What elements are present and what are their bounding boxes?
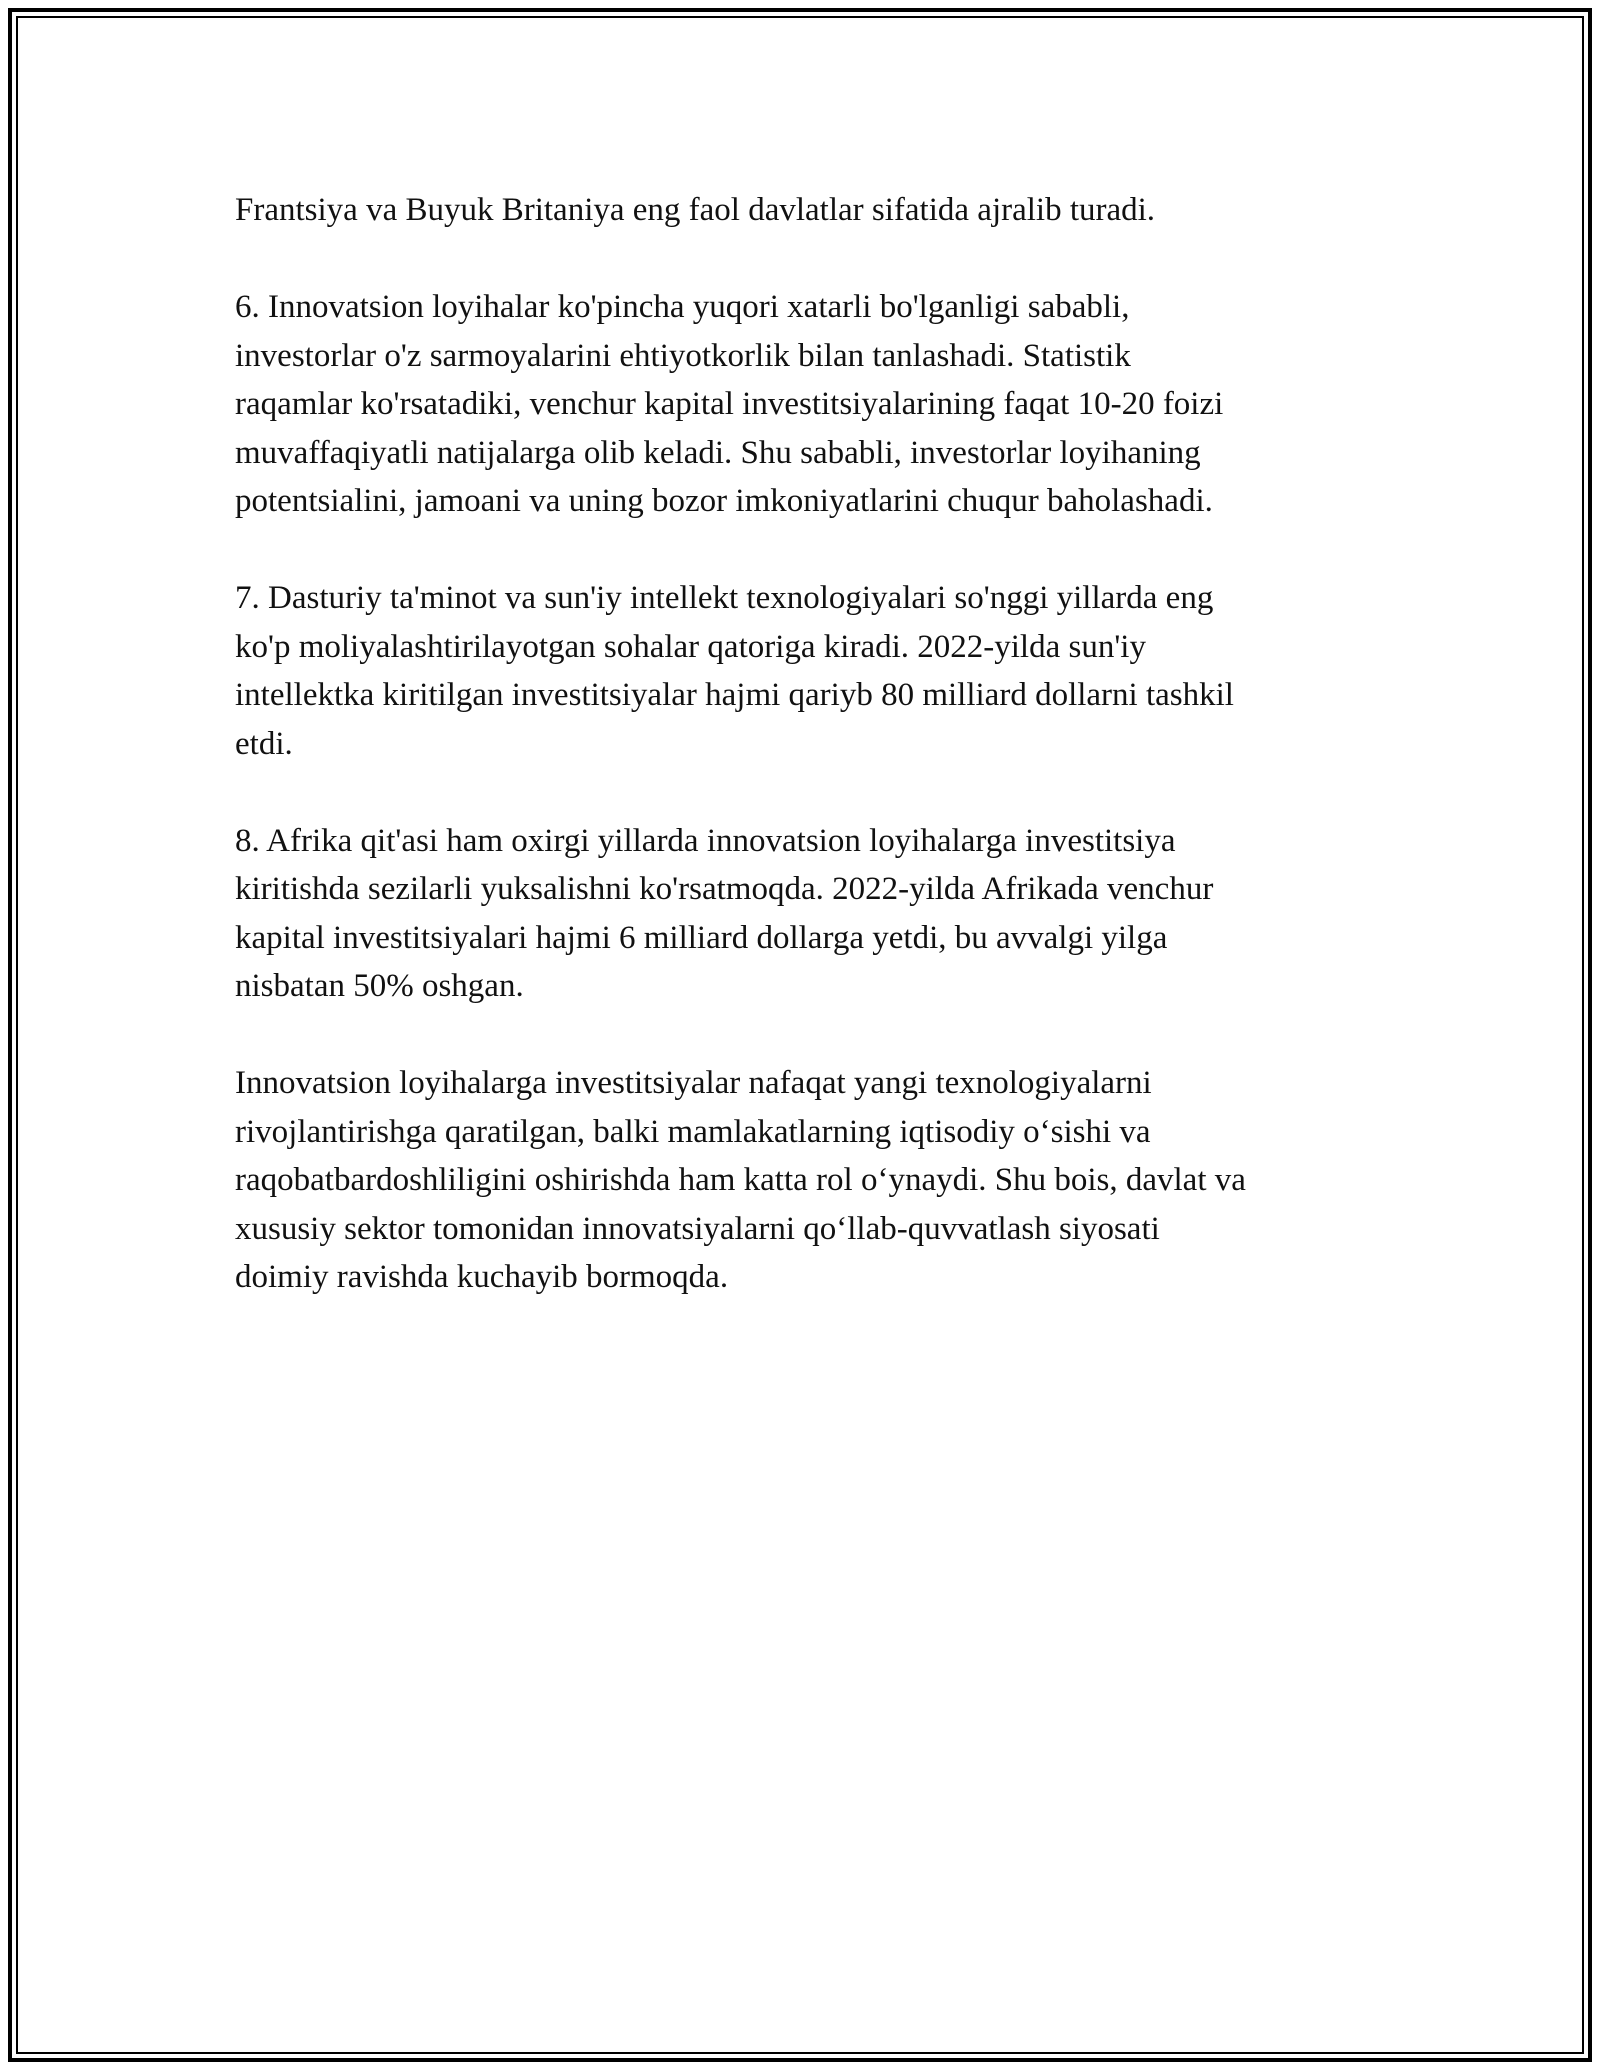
text-line: potentsialini, jamoani va uning bozor imkoniyatlarini chuqur baholashadi. [235, 483, 1213, 519]
text-line: investorlar o'z sarmoyalarini ehtiyotkorlik bilan tanlashadi. Statistik [235, 337, 1131, 374]
paragraph-item-6 [235, 283, 1385, 526]
text-line: xususiy sektor tomonidan innovatsiyalarni qo‘llab-quvvatlash siyosati [235, 1210, 1160, 1247]
text-line: doimiy ravishda kuchayib bormoqda. [235, 1259, 729, 1295]
text-line: 8. Afrika qit'asi ham oxirgi yillarda innovatsion loyihalarga investitsiya [235, 822, 1176, 859]
text-line: Innovatsion loyihalarga investitsiyalar nafaqat yangi texnologiyalarni [235, 1065, 1152, 1101]
text-line: ko'p moliyalashtirilayotgan sohalar qatoriga kiradi. 2022-yilda sun'iy [235, 628, 1146, 665]
paragraph-intro-continuation [235, 186, 1385, 235]
text-line: rivojlantirishga qaratilgan, balki mamlakatlarning iqtisodiy o‘sishi va [235, 1113, 1151, 1150]
text-line: raqobatbardoshliligini oshirishda ham katta rol o‘ynaydi. Shu bois, davlat va [235, 1162, 1246, 1198]
paragraph-item-8 [235, 817, 1385, 1011]
paragraph-conclusion [235, 1059, 1385, 1302]
text-line: kapital investitsiyalari hajmi 6 milliard dollarga yetdi, bu avvalgi yilga [235, 919, 1168, 956]
text-line: nisbatan 50% oshgan. [235, 968, 524, 1004]
text-line: Frantsiya va Buyuk Britaniya eng faol davlatlar sifatida ajralib turadi. [235, 192, 1156, 228]
document-body [235, 186, 1385, 1350]
text-line: intellektka kiritilgan investitsiyalar hajmi qariyb 80 milliard dollarni tashkil [235, 677, 1234, 713]
text-line: 7. Dasturiy ta'minot va sun'iy intellekt texnologiyalari so'nggi yillarda eng [235, 580, 1214, 616]
paragraph-item-7 [235, 574, 1385, 768]
text-line: etdi. [235, 725, 293, 762]
text-line: muvaffaqiyatli natijalarga olib keladi. Shu sababli, investorlar loyihaning [235, 434, 1201, 471]
text-line: 6. Innovatsion loyihalar ko'pincha yuqori xatarli bo'lganligi sababli, [235, 289, 1130, 325]
text-line: kiritishda sezilarli yuksalishni ko'rsatmoqda. 2022-yilda Afrikada venchur [235, 871, 1214, 907]
text-line: raqamlar ko'rsatadiki, venchur kapital investitsiyalarining faqat 10-20 foizi [235, 386, 1224, 422]
